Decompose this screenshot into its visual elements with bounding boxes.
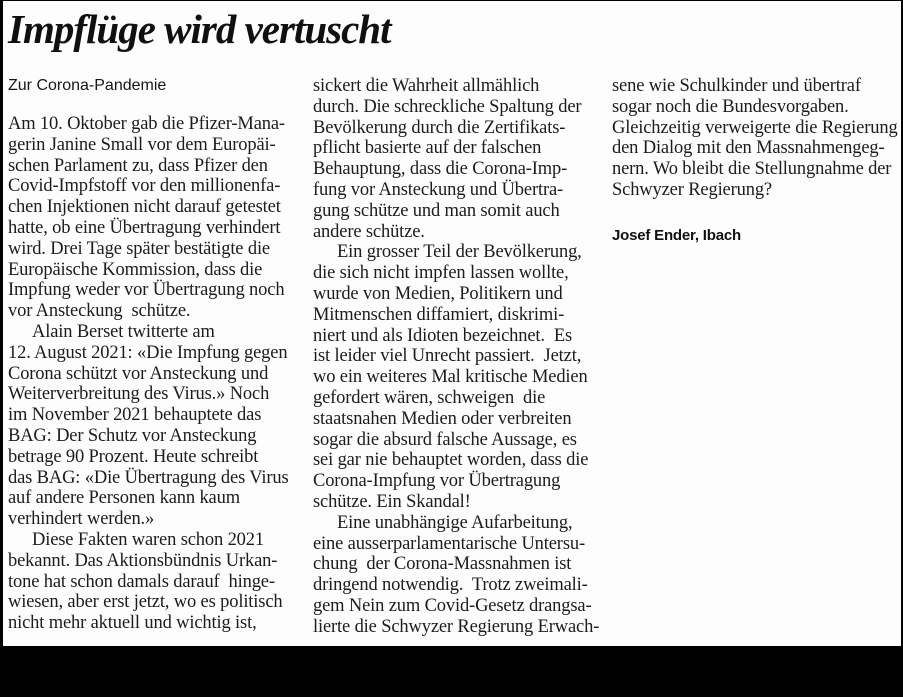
column-1-text [8, 114, 304, 634]
text-line: auf andere Personen kann kaum [8, 488, 240, 509]
article-column-2 [313, 76, 609, 638]
text-line: niert und als Idioten bezeichnet. Es [313, 325, 573, 346]
text-line: im November 2021 behauptete das [8, 405, 262, 426]
text-line: lierte die Schwyzer Regierung Erwach- [313, 616, 600, 637]
text-line: Weiterverbreitung des Virus.» Noch [8, 384, 270, 405]
scan-bottom-margin [0, 646, 903, 697]
text-line: vor Ansteckung schütze. [8, 301, 191, 322]
text-line: sickert die Wahrheit allmählich [313, 76, 540, 96]
text-line: nern. Wo bleibt die Stellungnahme der [612, 159, 892, 180]
text-line: wird. Drei Tage später bestätigte die [8, 238, 270, 259]
text-line: sogar die absurd falsche Aussage, es [313, 429, 577, 450]
text-line: BAG: Der Schutz vor Ansteckung [8, 425, 257, 446]
text-line: Corona schützt vor Ansteckung und [8, 363, 269, 384]
text-line: schen Parlament zu, dass Pfizer den [8, 155, 268, 176]
text-line: wiesen, aber erst jetzt, wo es politisch [8, 592, 283, 613]
column-3-text [612, 76, 903, 201]
text-line: Diese Fakten waren schon 2021 [32, 529, 264, 550]
text-line: Alain Berset twitterte am [32, 321, 215, 342]
text-line: Corona-Impfung vor Übertragung [313, 471, 561, 492]
text-line: Impfung weder vor Übertragung noch [8, 280, 285, 301]
text-line: bekannt. Das Aktionsbündnis Urkan- [8, 550, 278, 571]
text-line: gefordert wären, schweigen die [313, 387, 546, 408]
text-line: wurde von Medien, Politikern und [313, 283, 563, 304]
text-line: Eine unabhängige Aufarbeitung, [337, 512, 573, 533]
text-line: 12. August 2021: «Die Impfung gegen [8, 342, 288, 363]
text-line: gem Nein zum Covid-Gesetz drangsa- [313, 595, 592, 616]
text-line: betrage 90 Prozent. Heute schreibt [8, 446, 259, 467]
text-line: wo ein weiteres Mal kritische Medien [313, 367, 588, 388]
text-line: verhindert werden.» [8, 509, 155, 530]
text-line: das BAG: «Die Übertragung des Virus [8, 467, 289, 488]
newspaper-clipping [3, 1, 901, 646]
column-2-text [313, 76, 609, 638]
article-column-3 [612, 76, 903, 244]
text-line: Bevölkerung durch die Zertifikats- [313, 117, 566, 138]
article-column-1 [8, 76, 304, 634]
text-line: sei gar nie behauptet worden, dass die [313, 450, 589, 471]
text-line: Ein grosser Teil der Bevölkerung, [337, 242, 582, 263]
article-author-signature: Josef Ender, Ibach [612, 226, 741, 244]
text-line: den Dialog mit den Massnahmengeg- [612, 138, 885, 159]
text-line: gung schütze und man somit auch [313, 200, 560, 221]
text-line: staatsnahen Medien oder verbreiten [313, 408, 572, 429]
text-line: nicht mehr aktuell und wichtig ist, [8, 613, 257, 634]
article-kicker: Zur Corona-Pandemie [8, 77, 167, 94]
text-line: gerin Janine Small vor dem Europäi- [8, 134, 276, 155]
text-line: Europäische Kommission, dass die [8, 259, 263, 280]
text-line: Behauptung, dass die Corona-Imp- [313, 159, 568, 180]
text-line: ist leider viel Unrecht passiert. Jetzt, [313, 346, 582, 367]
text-line: Covid-Impfstoff vor den millionenfa- [8, 176, 281, 197]
text-line: pflicht basierte auf der falschen [313, 138, 542, 159]
text-line: eine ausserparlamentarische Untersu- [313, 533, 585, 554]
text-line: dringend notwendig. Trotz zweimali- [313, 575, 588, 596]
text-line: hatte, ob eine Übertragung verhindert [8, 217, 281, 238]
text-line: schütze. Ein Skandal! [313, 491, 471, 512]
text-line: die sich nicht impfen lassen wollte, [313, 263, 569, 284]
text-line: chung der Corona-Massnahmen ist [313, 554, 572, 575]
text-line: Schwyzer Regierung? [612, 179, 772, 200]
text-line: chen Injektionen nicht darauf getestet [8, 197, 281, 218]
text-line: Mitmenschen diffamiert, diskrimi- [313, 304, 565, 325]
article-headline: Impflüge wird vertuscht [8, 6, 391, 52]
text-line: tone hat schon damals darauf hinge- [8, 571, 275, 592]
text-line: sene wie Schulkinder und übertraf [612, 76, 861, 96]
text-line: durch. Die schreckliche Spaltung der [313, 96, 582, 117]
text-line: fung vor Ansteckung und Übertra- [313, 179, 564, 200]
text-line: Gleichzeitig verweigerte die Regierung [612, 117, 898, 138]
text-line: andere schütze. [313, 221, 425, 242]
text-line: Am 10. Oktober gab die Pfizer-Mana- [8, 114, 285, 134]
text-line: sogar noch die Bundesvorgaben. [612, 96, 849, 117]
